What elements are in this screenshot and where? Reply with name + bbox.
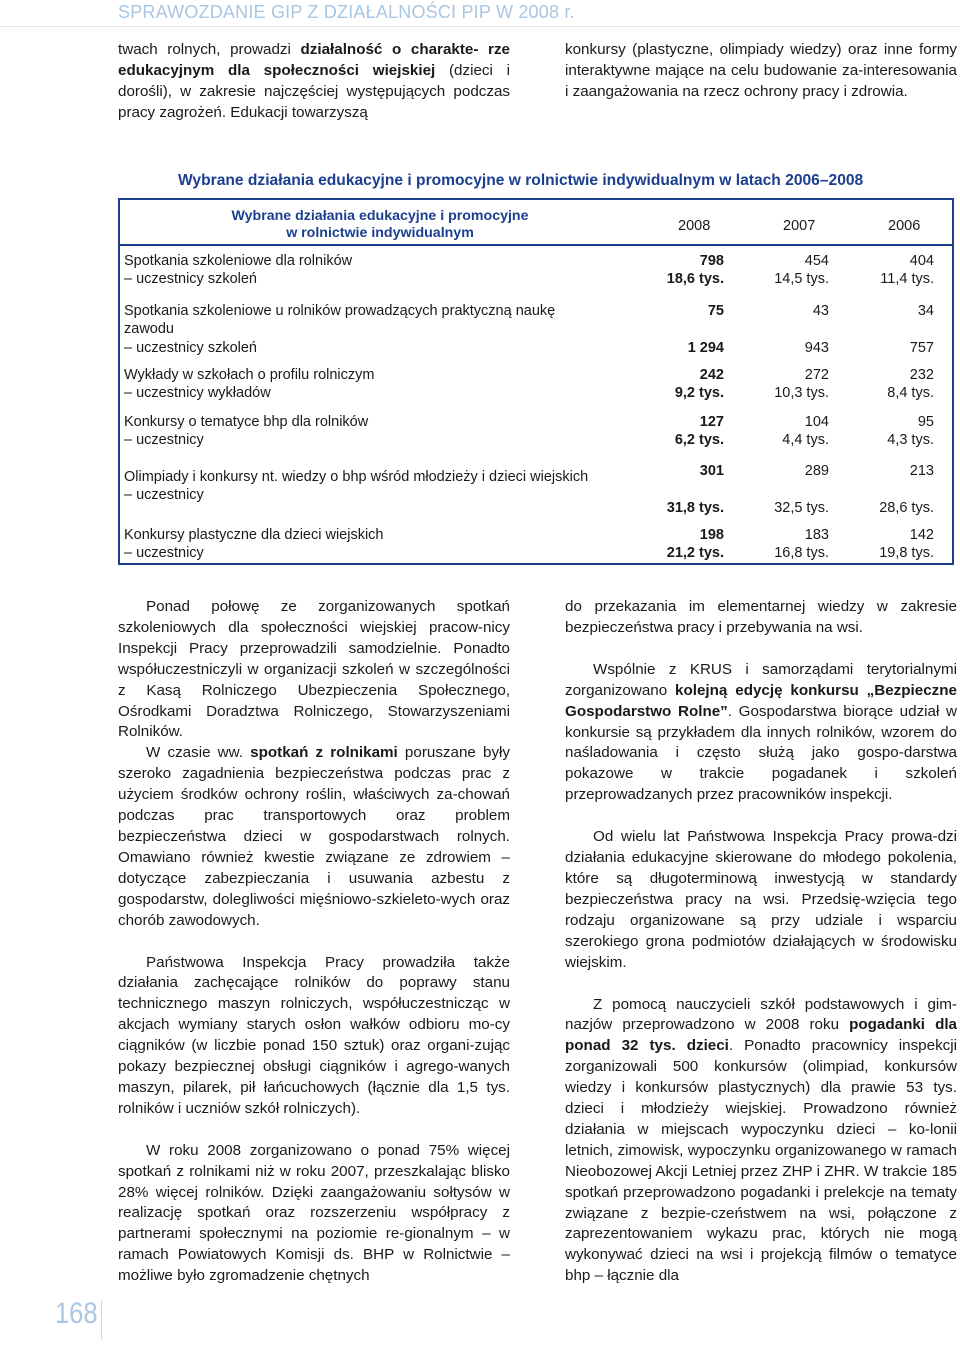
running-header: SPRAWOZDANIE GIP Z DZIAŁALNOŚCI PIP W 2008 r. xyxy=(118,2,575,22)
page-number-rule xyxy=(101,1300,102,1340)
paragraph: Państwowa Inspekcja Pracy prowadziła także działania zachęcające rolników do poprawy stanu technicznego maszyn rolniczych, współuczestnicząc w akcjach wymiany starych osłon wałków odbioru mo-cy ciągników (w liczbie ponad 150 sztuk) oraz organi-zując pokazy bezpiecznej obsługi ciągników i agrego-wanych maszyn, pilarek, pił łańcuchowych (łącznie dla 1,5 tys. rolników i uczniów szkół rolniczych). xyxy=(118,953,510,1117)
paragraph: Ponad połowę ze zorganizowanych spotkań szkoleniowych dla społeczności wiejskiej pracow-nicy Inspekcji Pracy przeprowadzili samodzielnie. Ponadto współuczestniczyli w organizacji szkoleń w szczególności z Kasą Rolniczego Ubezpieczenia Społecznego, Ośrodkami Doradztwa Rolniczego, Stowarzyszeniami Rolników. xyxy=(118,598,510,741)
body-left-column xyxy=(118,597,510,1287)
body-right-column xyxy=(565,597,957,1287)
data-table: Wybrane działania edukacyjne i promocyjne w rolnictwie indywidualnym 2008 2007 2006 Spotkania szkoleniowe dla rolników – uczestnicy szkoleń 798 18,6 tys. 454 14,5 tys. 404 11,4 tys. Spotkania szkoleniowe u rolników prowadzących praktyczną naukę zawodu – uczestnicy szkoleń 75 1 294 43 943 34 757 Wykłady w szkołach o profilu rolniczym – uczestnicy wykładów 242 9,2 tys. 272 10,3 tys. 232 8,4 tys. Konkursy o tematyce bhp dla rolników – uczestnicy 127 6,2 tys. 104 4,4 tys. 95 4,3 tys. Olimpiady i konkursy nt. wiedzy o bhp wśród młodzieży i dzieci wiejskich – uczestnicy 301 31,8 tys. 289 32,5 tys. 213 28,6 tys. Konkursy plastyczne dla dzieci wiejskich – uczestnicy 198 21,2 tys. 183 16,8 tys. 142 19,8 tys. xyxy=(118,198,954,565)
table-title: Wybrane działania edukacyjne i promocyjne w rolnictwie indywidualnym w latach 2006–2008 xyxy=(178,172,864,189)
paragraph: do przekazania im elementarnej wiedzy w zakresie bezpieczeństwa pracy i przebywania na wsi. xyxy=(565,598,957,636)
paragraph: Z pomocą nauczycieli szkół podstawowych i gim-nazjów przeprowadzono w 2008 roku pogadanki dla ponad 32 tys. dzieci. Ponadto pracownicy inspekcji zorganizowali 500 konkursów (olimpiad, konkursów wiedzy i konkursów plastycznych) dla prawie 53 tys. dzieci i młodzieży wiejskiej. Prowadzono również działania w miejscach wypoczynku dzieci – ko-lonii letnich, zimowisk, wypoczynku organizowanego w ramach Nieobozowej Akcji Letniej przez ZHP i ZHR. W trakcie 185 spotkań przeprowadzono pogadanki i prelekcje na tematy związane z bezpie-czeństwem na wsi, połączone z zaprezentowaniem wykazu prac, których nie mogą wykonywać dzieci na wsi i projekcją filmów o tematyce bhp – łącznie dla xyxy=(565,995,958,1285)
page-number: 168 xyxy=(55,1297,98,1330)
table-header-description: Wybrane działania edukacyjne i promocyjne w rolnictwie indywidualnym xyxy=(231,208,529,241)
table-header-year: 2006 xyxy=(888,218,921,234)
paragraph: Od wielu lat Państwowa Inspekcja Pracy prowa-dzi działania edukacyjne skierowane do młodego pokolenia, które są długoterminową inwestycją w standardy bezpieczeństwa pracy na wsi. Przedsię-wzięcia tego rodzaju organizowane są przy udziale i wsparciu szerokiego grona podmiotów działających w środowisku wiejskim. xyxy=(565,828,957,971)
table-header-year: 2007 xyxy=(783,218,816,234)
header-rule xyxy=(0,26,960,27)
paragraph: W roku 2008 zorganizowano o ponad 75% więcej spotkań z rolnikami niż w roku 2007, przeszkalając blisko 28% więcej rolników. Dzięki zaangażowaniu sołtysów w realizację spotkań oraz rozszerzeniu współpracy z partnerami społecznymi na poziomie re-gionalnym – w ramach Powiatowych Komisji ds. BHP w Rolnictwie – możliwe było zgromadzenie chętnych xyxy=(118,1141,510,1285)
table-header-year: 2008 xyxy=(678,218,711,234)
paragraph: Wspólnie z KRUS i samorządami terytorialnymi zorganizowano kolejną edycję konkursu „Bezpieczne Gospodarstwo Rolne”. Gospodarstwa biorące udział w konkursie są przykładem dla innych rolników, wzorem do naśladowania i często służą jako gospo-darstwa pokazowe w trakcie pogadanek i szkoleń przeprowadzanych przez pracowników inspekcji. xyxy=(565,660,957,804)
table-header-rule xyxy=(120,244,952,246)
top-right-paragraph: konkursy (plastyczne, olimpiady wiedzy) oraz inne formy interaktywne mające na celu budowanie za-interesowania i zaangażowania na rzecz ochrony pracy i zdrowia. xyxy=(565,41,957,100)
top-left-paragraph: twach rolnych, prowadzi działalność o charakte- rze edukacyjnym dla społeczności wiejskiej (dzieci i dorośli), w zakresie najczęściej występujących podczas pracy zagrożeń. Edukacji towarzyszą xyxy=(118,41,510,121)
paragraph: W czasie ww. spotkań z rolnikami poruszane były szeroko zagadnienia bezpieczeństwa podczas prac z użyciem środków ochrony roślin, właściwych za-chowań podczas prac transportowych oraz problem bezpieczeństwa dzieci w gospodarstwach rolnych. Omawiano również kwestie związane ze zdrowiem – dotyczące zabezpieczania i usuwania azbestu z gospodarstw, dolegliwości mięśniowo-szkieleto-wych oraz chorób zawodowych. xyxy=(118,744,511,929)
